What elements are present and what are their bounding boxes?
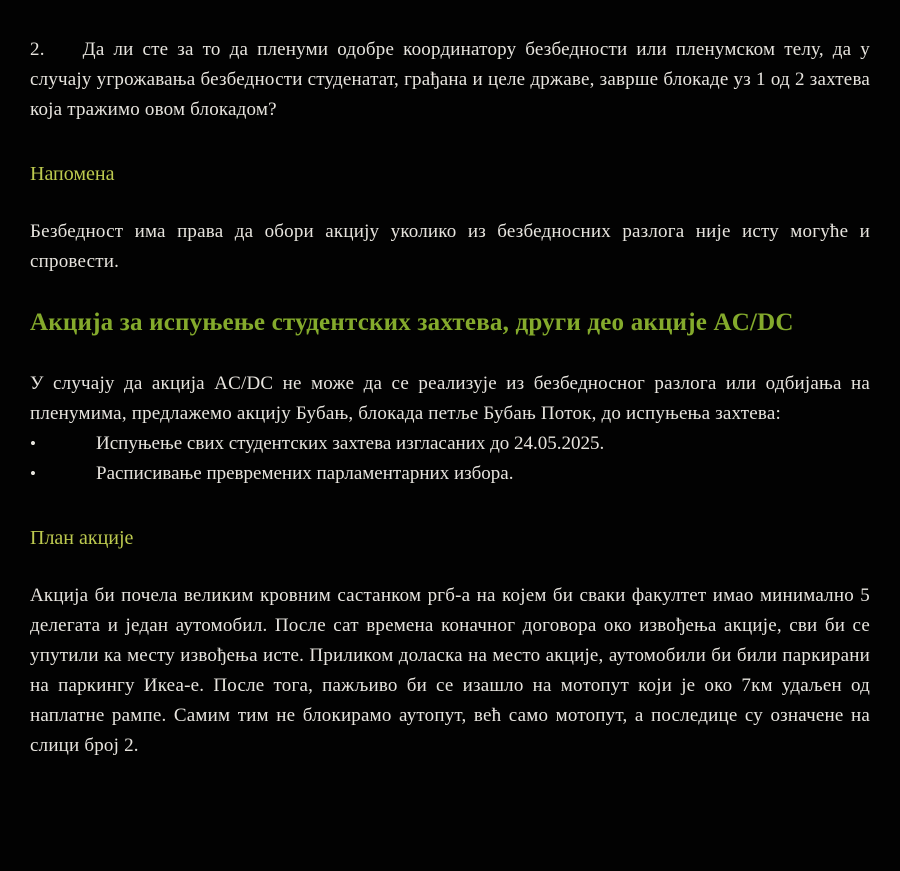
bullet-icon: • <box>30 464 36 483</box>
note-heading: Напомена <box>30 163 115 185</box>
plan-paragraph: Акција би почела великим кровним састанком ргб-а на којем би сваки факултет имао минимално 5 делегата и један аутомобил. После сат времена коначног договора око извођења акције, сви би се упутили ка месту извођења исте. Приликом доласка на место акције, аутомобили би били паркирани на паркингу Икеа-е. После тога, пажљиво би се изашло на мотопут који је око 7км удаљен од наплатне рампе. Самим тим не блокирамо аутопут, већ само мотопут, а последице су означене на слици број 2. <box>30 585 870 756</box>
question-number: 2. <box>30 39 45 60</box>
list-item <box>30 459 870 489</box>
bullet-icon: • <box>30 434 36 453</box>
demands-list <box>30 429 870 489</box>
list-item-text: Испуњење свих студентских захтева изгласаних до 24.05.2025. <box>96 433 605 454</box>
plan-heading: План акције <box>30 527 134 549</box>
intro-paragraph: У случају да акција AC/DC не може да се реализује из безбедносног разлога или одбијања на пленумима, предлажемо акцију Бубањ, блокада петље Бубањ Поток, до испуњења захтева: <box>30 373 870 424</box>
note-paragraph: Безбедност има права да обори акцију уколико из безбедносних разлога није исту могуће и спровести. <box>30 221 870 272</box>
main-heading: Акција за испуњење студентских захтева, други део акције AC/DC <box>30 309 794 336</box>
list-item <box>30 429 870 459</box>
question-paragraph <box>30 35 870 125</box>
question-text: Да ли сте за то да пленуми одобре координатору безбедности или пленумском телу, да у случају угрожавања безбедности студенатат, грађана и целе државе, заврше блокаде уз 1 од 2 захтева која тражимо овом блокадом? <box>30 39 870 120</box>
list-item-text: Расписивање превремених парламентарних избора. <box>96 463 514 484</box>
